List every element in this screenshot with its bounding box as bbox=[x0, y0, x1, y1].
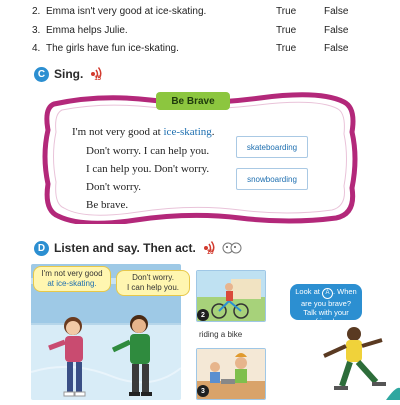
statement: Emma isn't very good at ice-skating. bbox=[46, 6, 207, 17]
tf-row bbox=[0, 43, 400, 59]
tf-row bbox=[0, 25, 400, 41]
word-chip-snowboarding[interactable]: snowboarding bbox=[236, 168, 308, 190]
tf-row bbox=[0, 6, 400, 22]
talk-prompt-box: Look at A . When are you brave? Talk with your friend. bbox=[290, 284, 362, 320]
false-option[interactable]: False bbox=[324, 43, 349, 54]
audio-track-icon[interactable] bbox=[202, 240, 218, 256]
skater-illustration bbox=[296, 326, 400, 400]
thumbnail-number: 3 bbox=[197, 385, 209, 397]
song-line: Don't worry. bbox=[86, 181, 142, 193]
true-option[interactable]: True bbox=[276, 43, 297, 54]
item-number: 2. bbox=[32, 6, 41, 17]
false-option[interactable]: False bbox=[324, 6, 349, 17]
section-letter-c: C bbox=[34, 67, 49, 82]
false-option[interactable]: False bbox=[324, 25, 349, 36]
audio-track-icon[interactable] bbox=[89, 66, 105, 82]
thumbnail-caption: riding a bike bbox=[199, 330, 243, 339]
statement: Emma helps Julie. bbox=[46, 25, 128, 36]
song-line: I'm not very good at ice-skating. bbox=[72, 126, 215, 138]
track-number: 16 bbox=[206, 250, 214, 256]
song-line: Don't worry. I can help you. bbox=[86, 145, 210, 157]
statement: The girls have fun ice-skating. bbox=[46, 43, 179, 54]
section-c-heading bbox=[34, 66, 105, 82]
song-title: Be Brave bbox=[156, 92, 230, 110]
track-number: 15 bbox=[94, 76, 102, 82]
speech-bubble-girl: I'm not very good at ice-skating. bbox=[33, 266, 111, 292]
true-option[interactable]: True bbox=[276, 25, 297, 36]
label-a-icon: A bbox=[322, 288, 333, 299]
song-line: Be brave. bbox=[86, 199, 129, 211]
true-option[interactable]: True bbox=[276, 6, 297, 17]
thumbnail-number: 2 bbox=[197, 309, 209, 321]
item-number: 4. bbox=[32, 43, 41, 54]
word-chip-skateboarding[interactable]: skateboarding bbox=[236, 136, 308, 158]
section-letter-d: D bbox=[34, 241, 49, 256]
item-number: 3. bbox=[32, 25, 41, 36]
section-d-heading bbox=[34, 240, 242, 256]
speech-bubble-boy: Don't worry. I can help you. bbox=[116, 270, 190, 296]
section-title: Listen and say. Then act. bbox=[54, 241, 196, 255]
section-title: Sing. bbox=[54, 67, 84, 81]
song-line: I can help you. Don't worry. bbox=[86, 163, 210, 175]
act-out-icon bbox=[222, 241, 242, 255]
